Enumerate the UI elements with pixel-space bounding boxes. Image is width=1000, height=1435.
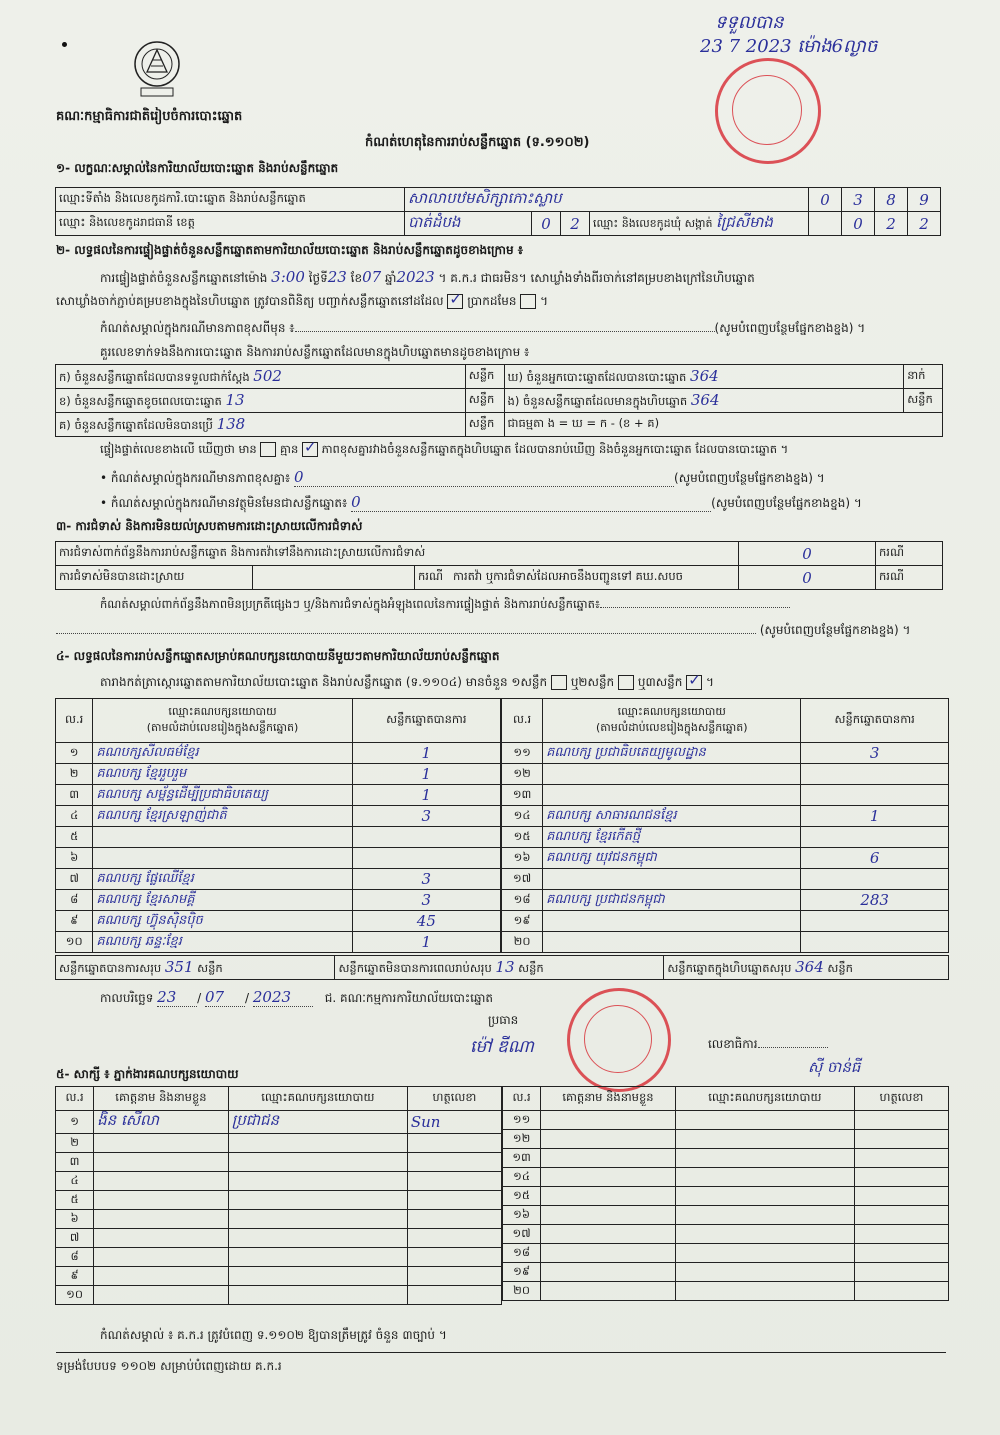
witness-party bbox=[675, 1263, 854, 1282]
witness-name bbox=[541, 1187, 676, 1206]
party-votes bbox=[801, 785, 949, 806]
party-votes bbox=[801, 827, 949, 848]
witness-signature bbox=[854, 1225, 948, 1244]
date-month: 07 bbox=[205, 988, 245, 1007]
row-number: ១៦ bbox=[503, 1206, 541, 1225]
witness-party bbox=[675, 1282, 854, 1301]
figure-kh: ខ) ចំនួនសន្លឹកឆ្នោតខូចពេលបោះឆ្នោត 13 bbox=[56, 389, 466, 413]
witness-party bbox=[228, 1191, 407, 1210]
witness-row bbox=[503, 1149, 949, 1168]
party-votes: 1 bbox=[352, 785, 500, 806]
witness-name bbox=[94, 1286, 229, 1305]
witness-name bbox=[541, 1244, 676, 1263]
row-number: ៦ bbox=[56, 848, 93, 869]
party-votes bbox=[801, 932, 949, 953]
figure-g: គ) ចំនួនសន្លឹកឆ្នោតដែលមិនបានប្រើ 138 bbox=[56, 413, 466, 437]
witness-row bbox=[503, 1130, 949, 1149]
date-day: 23 bbox=[157, 988, 197, 1007]
witness-row bbox=[56, 1248, 502, 1267]
party-name bbox=[543, 764, 801, 785]
totals-row bbox=[55, 955, 949, 980]
formula: ជាធម្មតា ង = ឃ = ក - (ខ + គ) bbox=[504, 413, 942, 437]
party-votes: 45 bbox=[352, 911, 500, 932]
row-number: ១៩ bbox=[503, 1263, 541, 1282]
party-result-row bbox=[56, 785, 501, 806]
form-code: ទម្រង់បែបបទ ១១០២ សម្រាប់បំពេញដោយ គ.ក.រ bbox=[56, 1359, 282, 1373]
witness-row bbox=[503, 1244, 949, 1263]
witness-party bbox=[228, 1210, 407, 1229]
witness-name bbox=[94, 1153, 229, 1172]
witness-signature bbox=[407, 1191, 501, 1210]
party-name: គណបក្ស ឆន្ទៈខ្មែរ bbox=[93, 932, 352, 953]
witness-name bbox=[541, 1149, 676, 1168]
row-number: ១៨ bbox=[503, 1244, 541, 1263]
bullet-difference: • កំណត់សម្គាល់ក្នុងករណីមានភាពខុសគ្នា៖ 0 (សូមបំពេញបន្ថែមផ្នែកខាងខ្នង) ។ bbox=[100, 468, 825, 486]
witness-table-right bbox=[502, 1086, 949, 1301]
figure-gh: ឃ) ចំនួនអ្នកបោះឆ្នោតដែលបានបោះឆ្នោត 364 bbox=[504, 365, 904, 389]
row-number: ៣ bbox=[56, 785, 93, 806]
results-table-left bbox=[55, 698, 501, 953]
witness-signature bbox=[407, 1210, 501, 1229]
month-value: 07 bbox=[362, 268, 382, 286]
party-votes: 1 bbox=[352, 932, 500, 953]
unit-label: សន្លឹក bbox=[465, 389, 504, 413]
unit-label: សន្លឹក bbox=[465, 365, 504, 389]
row-number: ៧ bbox=[56, 869, 93, 890]
party-votes: 3 bbox=[801, 743, 949, 764]
invalid-total: សន្លឹកឆ្នោតមិនបានការពេលរាប់សរុប 13 សន្លឹក bbox=[335, 956, 664, 980]
witness-row bbox=[56, 1267, 502, 1286]
figures-table bbox=[55, 364, 943, 437]
section2-heading: ២- លទ្ធផលនៃការផ្ទៀងផ្ទាត់ចំនួនសន្លឹកឆ្នោតតាមការិយាល័យបោះឆ្នោត និងរាប់សន្លឹកឆ្នោតដូចខាងក្រោម ៖ bbox=[56, 243, 524, 257]
witness-row bbox=[503, 1187, 949, 1206]
row-number: ២០ bbox=[503, 1282, 541, 1301]
row-number: ១៨ bbox=[502, 890, 543, 911]
complaint-count: 0 bbox=[739, 542, 876, 566]
witness-name bbox=[541, 1263, 676, 1282]
section1-heading: ១- លក្ខណៈសម្គាល់នៃការិយាល័យបោះឆ្នោត និងរាប់សន្លឹកឆ្នោត bbox=[56, 161, 339, 175]
party-name: គណបក្ស ហ៊្វុនស៊ិនប៉ិច bbox=[93, 911, 352, 932]
witness-name bbox=[94, 1229, 229, 1248]
province-code-digit: 2 bbox=[561, 212, 590, 236]
row-number: ១៦ bbox=[502, 848, 543, 869]
party-result-row bbox=[502, 869, 949, 890]
witness-row bbox=[56, 1191, 502, 1210]
form-title: កំណត់ហេតុនៃការរាប់សន្លឹកឆ្នោត (ទ.១១០២) bbox=[365, 135, 590, 150]
yes-checkbox[interactable]: ✓ bbox=[449, 290, 462, 308]
witness-signature bbox=[854, 1149, 948, 1168]
col-header: សន្លឹកឆ្នោតបានការ bbox=[352, 699, 500, 743]
day-value: 23 bbox=[327, 268, 347, 286]
witness-row bbox=[503, 1111, 949, 1130]
location-label: ឈ្មោះទីតាំង និងលេខកូដការិ.បោះឆ្នោត និងរាប់សន្លឹកឆ្នោត bbox=[56, 188, 405, 212]
witness-name bbox=[94, 1191, 229, 1210]
witness-name bbox=[94, 1267, 229, 1286]
code-digit: 0 bbox=[809, 188, 842, 212]
party-result-row bbox=[56, 932, 501, 953]
witness-name bbox=[541, 1282, 676, 1301]
row-number: ១៧ bbox=[502, 869, 543, 890]
chair-signature: ម៉ៅ ឌីណា bbox=[470, 1037, 534, 1057]
verification-line: ការផ្ទៀងផ្ទាត់ចំនួនសន្លឹកឆ្នោតនៅម៉ោង 3:00 ថ្ងៃទី23 ខែ07 ឆ្នាំ2023 ។ គ.ក.រ ជាធរមិន។ សោឃ្លាំងទាំងពីរចាក់នៅគម្របខាងក្រៅនៃហិបឆ្នោត bbox=[100, 268, 755, 286]
col-header: ឈ្មោះគណបក្សនយោបាយ (តាមលំដាប់លេខរៀងក្នុងសន្លឹកឆ្នោត) bbox=[543, 699, 801, 743]
witness-row bbox=[503, 1168, 949, 1187]
witness-name bbox=[94, 1248, 229, 1267]
party-name: គណបក្ស សាធារណជនខ្មែរ bbox=[543, 806, 801, 827]
witness-signature bbox=[407, 1153, 501, 1172]
witness-name bbox=[94, 1134, 229, 1153]
witness-party bbox=[228, 1229, 407, 1248]
row-number: ១០ bbox=[56, 1286, 94, 1305]
party-name: គណបក្ស សម្ព័ន្ធដើម្បីប្រជាធិបតេយ្យ bbox=[93, 785, 352, 806]
witness-row bbox=[56, 1286, 502, 1305]
section3-heading: ៣- ការជំទាស់ និងការមិនយល់ស្របតាមការដោះស្រាយលើការជំទាស់ bbox=[56, 519, 363, 533]
witness-party bbox=[228, 1286, 407, 1305]
col-header: គោត្តនាម និងនាមខ្លួន bbox=[94, 1087, 229, 1111]
party-votes: 3 bbox=[352, 869, 500, 890]
code-digit: 8 bbox=[875, 188, 908, 212]
row-number: ៦ bbox=[56, 1210, 94, 1229]
row-number: ៥ bbox=[56, 1191, 94, 1210]
row-number: ៨ bbox=[56, 1248, 94, 1267]
witness-row bbox=[56, 1111, 502, 1134]
witness-name bbox=[94, 1172, 229, 1191]
official-seal-top bbox=[715, 58, 821, 164]
witness-party bbox=[228, 1172, 407, 1191]
commune-code-digit: 0 bbox=[842, 212, 875, 236]
forward-label: ករណី ការតវ៉ា ឬការជំទាស់ដែលអាចនឹងបញ្ជូនទៅ គឃ.សបច bbox=[415, 566, 739, 590]
witness-party bbox=[675, 1149, 854, 1168]
col-header: ឈ្មោះគណបក្សនយោបាយ (តាមលំដាប់លេខរៀងក្នុងសន្លឹកឆ្នោត) bbox=[93, 699, 352, 743]
discrepancy-line: ផ្ទៀងផ្ទាត់លេខខាងលើ ឃើញថា មាន គ្មាន ✓ ភាពខុសគ្នារវាងចំនួនសន្លឹកឆ្នោតក្នុងហិបឆ្នោត ដែលបានរាប់ឃើញ និងចំនួនអ្នកបោះឆ្នោត ដែលបានបោះឆ្នោត ។ bbox=[100, 438, 789, 456]
org-name: គណៈកម្មាធិការជាតិរៀបចំការបោះឆ្នោត bbox=[56, 109, 243, 124]
witness-party bbox=[675, 1206, 854, 1225]
col-header: សន្លឹកឆ្នោតបានការ bbox=[801, 699, 949, 743]
witness-name bbox=[541, 1168, 676, 1187]
commune-code-digit: 2 bbox=[875, 212, 908, 236]
row-number: ២ bbox=[56, 764, 93, 785]
party-votes: 3 bbox=[352, 806, 500, 827]
results-table-right bbox=[501, 698, 949, 953]
party-votes: 1 bbox=[352, 743, 500, 764]
witness-signature bbox=[407, 1248, 501, 1267]
party-name: គណបក្ស ផ្លែឈើខ្មែរ bbox=[93, 869, 352, 890]
row-number: ៥ bbox=[56, 827, 93, 848]
witness-row bbox=[503, 1263, 949, 1282]
unresolved-label: ការជំទាស់មិនបានដោះស្រាយ bbox=[56, 566, 253, 590]
party-votes bbox=[352, 848, 500, 869]
party-result-row bbox=[56, 911, 501, 932]
complaint-row-label: ការជំទាស់ពាក់ព័ន្ធនឹងការរាប់សន្លឹកឆ្នោត និងការតវ៉ាទៅនឹងការដោះស្រាយលើការជំទាស់ bbox=[56, 542, 739, 566]
ballot-box-total: សន្លឹកឆ្នោតក្នុងហិបឆ្នោតសរុប 364 សន្លឹក bbox=[664, 956, 949, 980]
row-number: ១ bbox=[56, 1111, 94, 1134]
row-number: ១១ bbox=[503, 1111, 541, 1130]
row-number: ២០ bbox=[502, 932, 543, 953]
row-number: ១ bbox=[56, 743, 93, 764]
section4-heading: ៤- លទ្ធផលនៃការរាប់សន្លឹកឆ្នោតសម្រាប់គណបក្សនយោបាយនីមួយៗតាមការិយាល័យរាប់សន្លឹកឆ្នោត bbox=[56, 649, 500, 663]
one-sheet-checkbox[interactable] bbox=[551, 675, 567, 690]
three-sheets-checkbox[interactable]: ✓ bbox=[688, 671, 701, 689]
row-number: ១៩ bbox=[502, 911, 543, 932]
party-result-row bbox=[502, 932, 949, 953]
location-value: សាលាបឋមសិក្សាកោះស្លាប bbox=[405, 188, 809, 212]
party-votes bbox=[801, 911, 949, 932]
party-result-row bbox=[502, 848, 949, 869]
no-difference-checkbox[interactable]: ✓ bbox=[303, 438, 317, 456]
party-votes: 1 bbox=[801, 806, 949, 827]
bullet-mark-icon bbox=[62, 42, 67, 47]
row-number: ៣ bbox=[56, 1153, 94, 1172]
witness-party: ប្រជាជន bbox=[228, 1111, 407, 1134]
party-result-row bbox=[502, 785, 949, 806]
witness-signature bbox=[854, 1206, 948, 1225]
footer-note: កំណត់សម្គាល់ ៖ គ.ក.រ ត្រូវបំពេញ ទ.១១០២ ឱ្យបានត្រឹមត្រូវ ចំនួន ៣ច្បាប់ ។ bbox=[100, 1328, 447, 1342]
row-number: ១៤ bbox=[503, 1168, 541, 1187]
party-result-row bbox=[502, 806, 949, 827]
witness-signature bbox=[854, 1111, 948, 1130]
party-result-row bbox=[502, 743, 949, 764]
party-name: គណបក្ស ខ្មែររួបរួម bbox=[93, 764, 352, 785]
unit-label: សន្លឹក bbox=[904, 389, 943, 413]
secretary-signature: ស៊ី ចាន់ធី bbox=[808, 1058, 861, 1076]
two-sheets-checkbox[interactable] bbox=[618, 675, 634, 690]
seal-check-line: សោឃ្លាំងចាក់ភ្ជាប់គម្របខាងក្នុងនៃហិបឆ្នោត ត្រូវបានពិនិត្យ បញ្ជាក់សន្លឹកឆ្នោតនៅដដែល ✓ ប្រាកដមែន ។ bbox=[56, 290, 549, 308]
col-header: ល.រ bbox=[56, 1087, 94, 1111]
witness-party bbox=[228, 1153, 407, 1172]
witness-table-left bbox=[55, 1086, 502, 1305]
party-name: គណបក្ស ប្រជាធិបតេយ្យមូលដ្ឋាន bbox=[543, 743, 801, 764]
party-result-row bbox=[56, 869, 501, 890]
party-name: គណបក្ស ខ្មែរសាមគ្គី bbox=[93, 890, 352, 911]
row-number: ១៥ bbox=[502, 827, 543, 848]
witness-party bbox=[675, 1187, 854, 1206]
party-result-row bbox=[502, 764, 949, 785]
row-number: ១៣ bbox=[503, 1149, 541, 1168]
row-number: ៤ bbox=[56, 1172, 94, 1191]
figure-ng: ង) ចំនួនសន្លឹកឆ្នោតដែលមានក្នុងហិបឆ្នោត 364 bbox=[504, 389, 904, 413]
party-result-row bbox=[56, 827, 501, 848]
row-number: ៩ bbox=[56, 911, 93, 932]
valid-total: សន្លឹកឆ្នោតបានការសរុប 351 សន្លឹក bbox=[56, 956, 335, 980]
col-header: ឈ្មោះគណបក្សនយោបាយ bbox=[675, 1087, 854, 1111]
case-label: ករណី bbox=[876, 566, 943, 590]
witness-row bbox=[56, 1172, 502, 1191]
party-votes: 3 bbox=[352, 890, 500, 911]
witness-signature bbox=[407, 1172, 501, 1191]
party-votes: 1 bbox=[352, 764, 500, 785]
party-result-row bbox=[56, 743, 501, 764]
no-checkbox[interactable] bbox=[520, 294, 536, 309]
case-label: ករណី bbox=[876, 542, 943, 566]
section1-table bbox=[55, 187, 941, 236]
footer-rule bbox=[56, 1352, 946, 1353]
party-name bbox=[93, 827, 352, 848]
commune-value: ជ្រៃសីមាង bbox=[716, 212, 773, 231]
party-name: គណបក្ស ខ្មែរកើតថ្មី bbox=[543, 827, 801, 848]
witness-name bbox=[541, 1130, 676, 1149]
commune-code-digit: 2 bbox=[908, 212, 941, 236]
witness-signature bbox=[854, 1187, 948, 1206]
col-header: ល.រ bbox=[503, 1087, 541, 1111]
official-seal-bottom bbox=[567, 988, 671, 1092]
witness-name bbox=[541, 1206, 676, 1225]
irregularity-note: កំណត់សម្គាល់ពាក់ព័ន្ធនឹងភាពមិនប្រក្រតីផ្សេងៗ ឬ/និងការជំទាស់ក្នុងអំឡុងពេលនៃការផ្ទៀងផ្ទាត់ និងការរាប់សន្លឹកឆ្នោត៖ bbox=[100, 597, 790, 614]
bullet-foreign-object: • កំណត់សម្គាល់ក្នុងករណីមានវត្ថុមិនមែនជាសន្លឹកឆ្នោត៖ 0 (សូមបំពេញបន្ថែមផ្នែកខាងខ្នង) ។ bbox=[100, 493, 862, 511]
secretary-label: លេខាធិការ bbox=[708, 1036, 828, 1054]
witness-row bbox=[56, 1210, 502, 1229]
party-votes bbox=[352, 827, 500, 848]
witness-signature bbox=[854, 1130, 948, 1149]
witness-row bbox=[56, 1134, 502, 1153]
party-name bbox=[543, 911, 801, 932]
witness-signature bbox=[407, 1286, 501, 1305]
witness-name bbox=[541, 1111, 676, 1130]
col-header: ហត្ថលេខា bbox=[407, 1087, 501, 1111]
party-result-row bbox=[56, 806, 501, 827]
witness-row bbox=[56, 1229, 502, 1248]
party-name bbox=[543, 932, 801, 953]
witness-party bbox=[228, 1267, 407, 1286]
witness-party bbox=[675, 1244, 854, 1263]
has-difference-checkbox[interactable] bbox=[260, 442, 276, 457]
witness-party bbox=[675, 1168, 854, 1187]
figures-intro: គួរលេខទាក់ទងនឹងការបោះឆ្នោត និងការរាប់សន្លឹកឆ្នោតដែលមានក្នុងហិបឆ្នោតមានដូចខាងក្រោម ៖ bbox=[100, 345, 530, 359]
witness-signature bbox=[407, 1267, 501, 1286]
party-result-row bbox=[56, 890, 501, 911]
party-votes bbox=[801, 869, 949, 890]
complaints-table bbox=[55, 541, 943, 590]
witness-name bbox=[541, 1225, 676, 1244]
party-name: គណបក្សសីលធម៌ខ្មែរ bbox=[93, 743, 352, 764]
figure-k: ក) ចំនួនសន្លឹកឆ្នោតដែលបានទទួលជាក់ស្តែង 502 bbox=[56, 365, 466, 389]
col-header: ល.រ bbox=[56, 699, 93, 743]
party-votes bbox=[801, 764, 949, 785]
witness-name: ងិន សើលា bbox=[94, 1111, 229, 1134]
party-name: គណបក្ស យុវជនកម្ពុជា bbox=[543, 848, 801, 869]
irregularity-fill-line: (សូមបំពេញបន្ថែមផ្នែកខាងខ្នង) ។ bbox=[56, 622, 910, 640]
chair-label: ប្រធាន bbox=[488, 1013, 519, 1027]
province-label: ឈ្មោះ និងលេខកូដរាជធានី ខេត្ត bbox=[56, 212, 405, 236]
row-number: ៩ bbox=[56, 1267, 94, 1286]
party-result-row bbox=[502, 890, 949, 911]
witness-signature bbox=[854, 1168, 948, 1187]
row-number: ១២ bbox=[503, 1130, 541, 1149]
witness-row bbox=[503, 1225, 949, 1244]
party-result-row bbox=[502, 911, 949, 932]
time-value: 3:00 bbox=[271, 268, 305, 286]
row-number: ១១ bbox=[502, 743, 543, 764]
section5-heading: ៥- សាក្សី ៖ ភ្នាក់ងារគណបក្សនយោបាយ bbox=[56, 1067, 239, 1081]
party-name: គណបក្ស ប្រជាជនកម្ពុជា bbox=[543, 890, 801, 911]
col-header: ល.រ bbox=[502, 699, 543, 743]
foreign-object-value: 0 bbox=[351, 493, 711, 512]
commune-label: ឈ្មោះ និងលេខកូដឃុំ សង្កាត់ ជ្រៃសីមាង bbox=[590, 212, 809, 236]
witness-signature bbox=[407, 1134, 501, 1153]
party-result-row bbox=[56, 848, 501, 869]
forward-count: 0 bbox=[739, 566, 876, 590]
tally-sheet-line: តារាងកត់ត្រាស្កោរឆ្នោតតាមការិយាល័យបោះឆ្នោត និងរាប់សន្លឹកឆ្នោត (ទ.១១០៤) មានចំនួន ១សន្លឹក ឬ២សន្លឹក ឬ៣សន្លឹក ✓ ។ bbox=[100, 671, 714, 689]
witness-row bbox=[503, 1282, 949, 1301]
row-number: ១៧ bbox=[503, 1225, 541, 1244]
unit-label: នាក់ bbox=[904, 365, 943, 389]
received-note: ទទួលបាន bbox=[715, 12, 784, 33]
row-number: ៨ bbox=[56, 890, 93, 911]
witness-row bbox=[56, 1153, 502, 1172]
party-result-row bbox=[56, 764, 501, 785]
date-year: 2023 bbox=[253, 988, 313, 1007]
row-number: ១០ bbox=[56, 932, 93, 953]
code-digit: 9 bbox=[908, 188, 941, 212]
received-datetime: 23 7 2023 ម៉ោង6ល្ងាច bbox=[700, 36, 878, 57]
col-header: ហត្ថលេខា bbox=[854, 1087, 948, 1111]
col-header: គោត្តនាម និងនាមខ្លួន bbox=[541, 1087, 676, 1111]
party-name bbox=[93, 848, 352, 869]
row-number: ៧ bbox=[56, 1229, 94, 1248]
province-code-digit: 0 bbox=[532, 212, 561, 236]
witness-row bbox=[503, 1206, 949, 1225]
witness-party bbox=[675, 1111, 854, 1130]
code-digit: 3 bbox=[842, 188, 875, 212]
witness-signature bbox=[407, 1229, 501, 1248]
difference-note: កំណត់សម្គាល់ក្នុងករណីមានភាពខុសពីមុន ៖ (សូមបំពេញបន្ថែមផ្នែកខាងខ្នង) ។ bbox=[100, 321, 866, 335]
witness-signature: Sun bbox=[407, 1111, 501, 1134]
col-header: ឈ្មោះគណបក្សនយោបាយ bbox=[228, 1087, 407, 1111]
witness-signature bbox=[854, 1282, 948, 1301]
party-name bbox=[543, 785, 801, 806]
row-number: ១៤ bbox=[502, 806, 543, 827]
party-votes: 283 bbox=[801, 890, 949, 911]
witness-party bbox=[228, 1248, 407, 1267]
party-result-row bbox=[502, 827, 949, 848]
row-number: ១៥ bbox=[503, 1187, 541, 1206]
province-value: បាត់ដំបង bbox=[405, 212, 532, 236]
witness-name bbox=[94, 1210, 229, 1229]
party-votes: 6 bbox=[801, 848, 949, 869]
witness-party bbox=[228, 1134, 407, 1153]
witness-party bbox=[675, 1225, 854, 1244]
witness-signature bbox=[854, 1263, 948, 1282]
party-name bbox=[543, 869, 801, 890]
witness-party bbox=[675, 1130, 854, 1149]
witness-signature bbox=[854, 1244, 948, 1263]
date-line: កាលបរិច្ឆេទ 23 / 07 / 2023 ជ. គណៈកម្មការការិយាល័យបោះឆ្នោត bbox=[100, 988, 494, 1006]
row-number: ១២ bbox=[502, 764, 543, 785]
unit-label: សន្លឹក bbox=[465, 413, 504, 437]
row-number: ៤ bbox=[56, 806, 93, 827]
party-name: គណបក្ស ខ្មែរស្រឡាញ់ជាតិ bbox=[93, 806, 352, 827]
year-value: 2023 bbox=[396, 268, 435, 286]
difference-value: 0 bbox=[294, 468, 674, 487]
row-number: ១៣ bbox=[502, 785, 543, 806]
nec-logo-icon bbox=[133, 38, 181, 100]
row-number: ២ bbox=[56, 1134, 94, 1153]
